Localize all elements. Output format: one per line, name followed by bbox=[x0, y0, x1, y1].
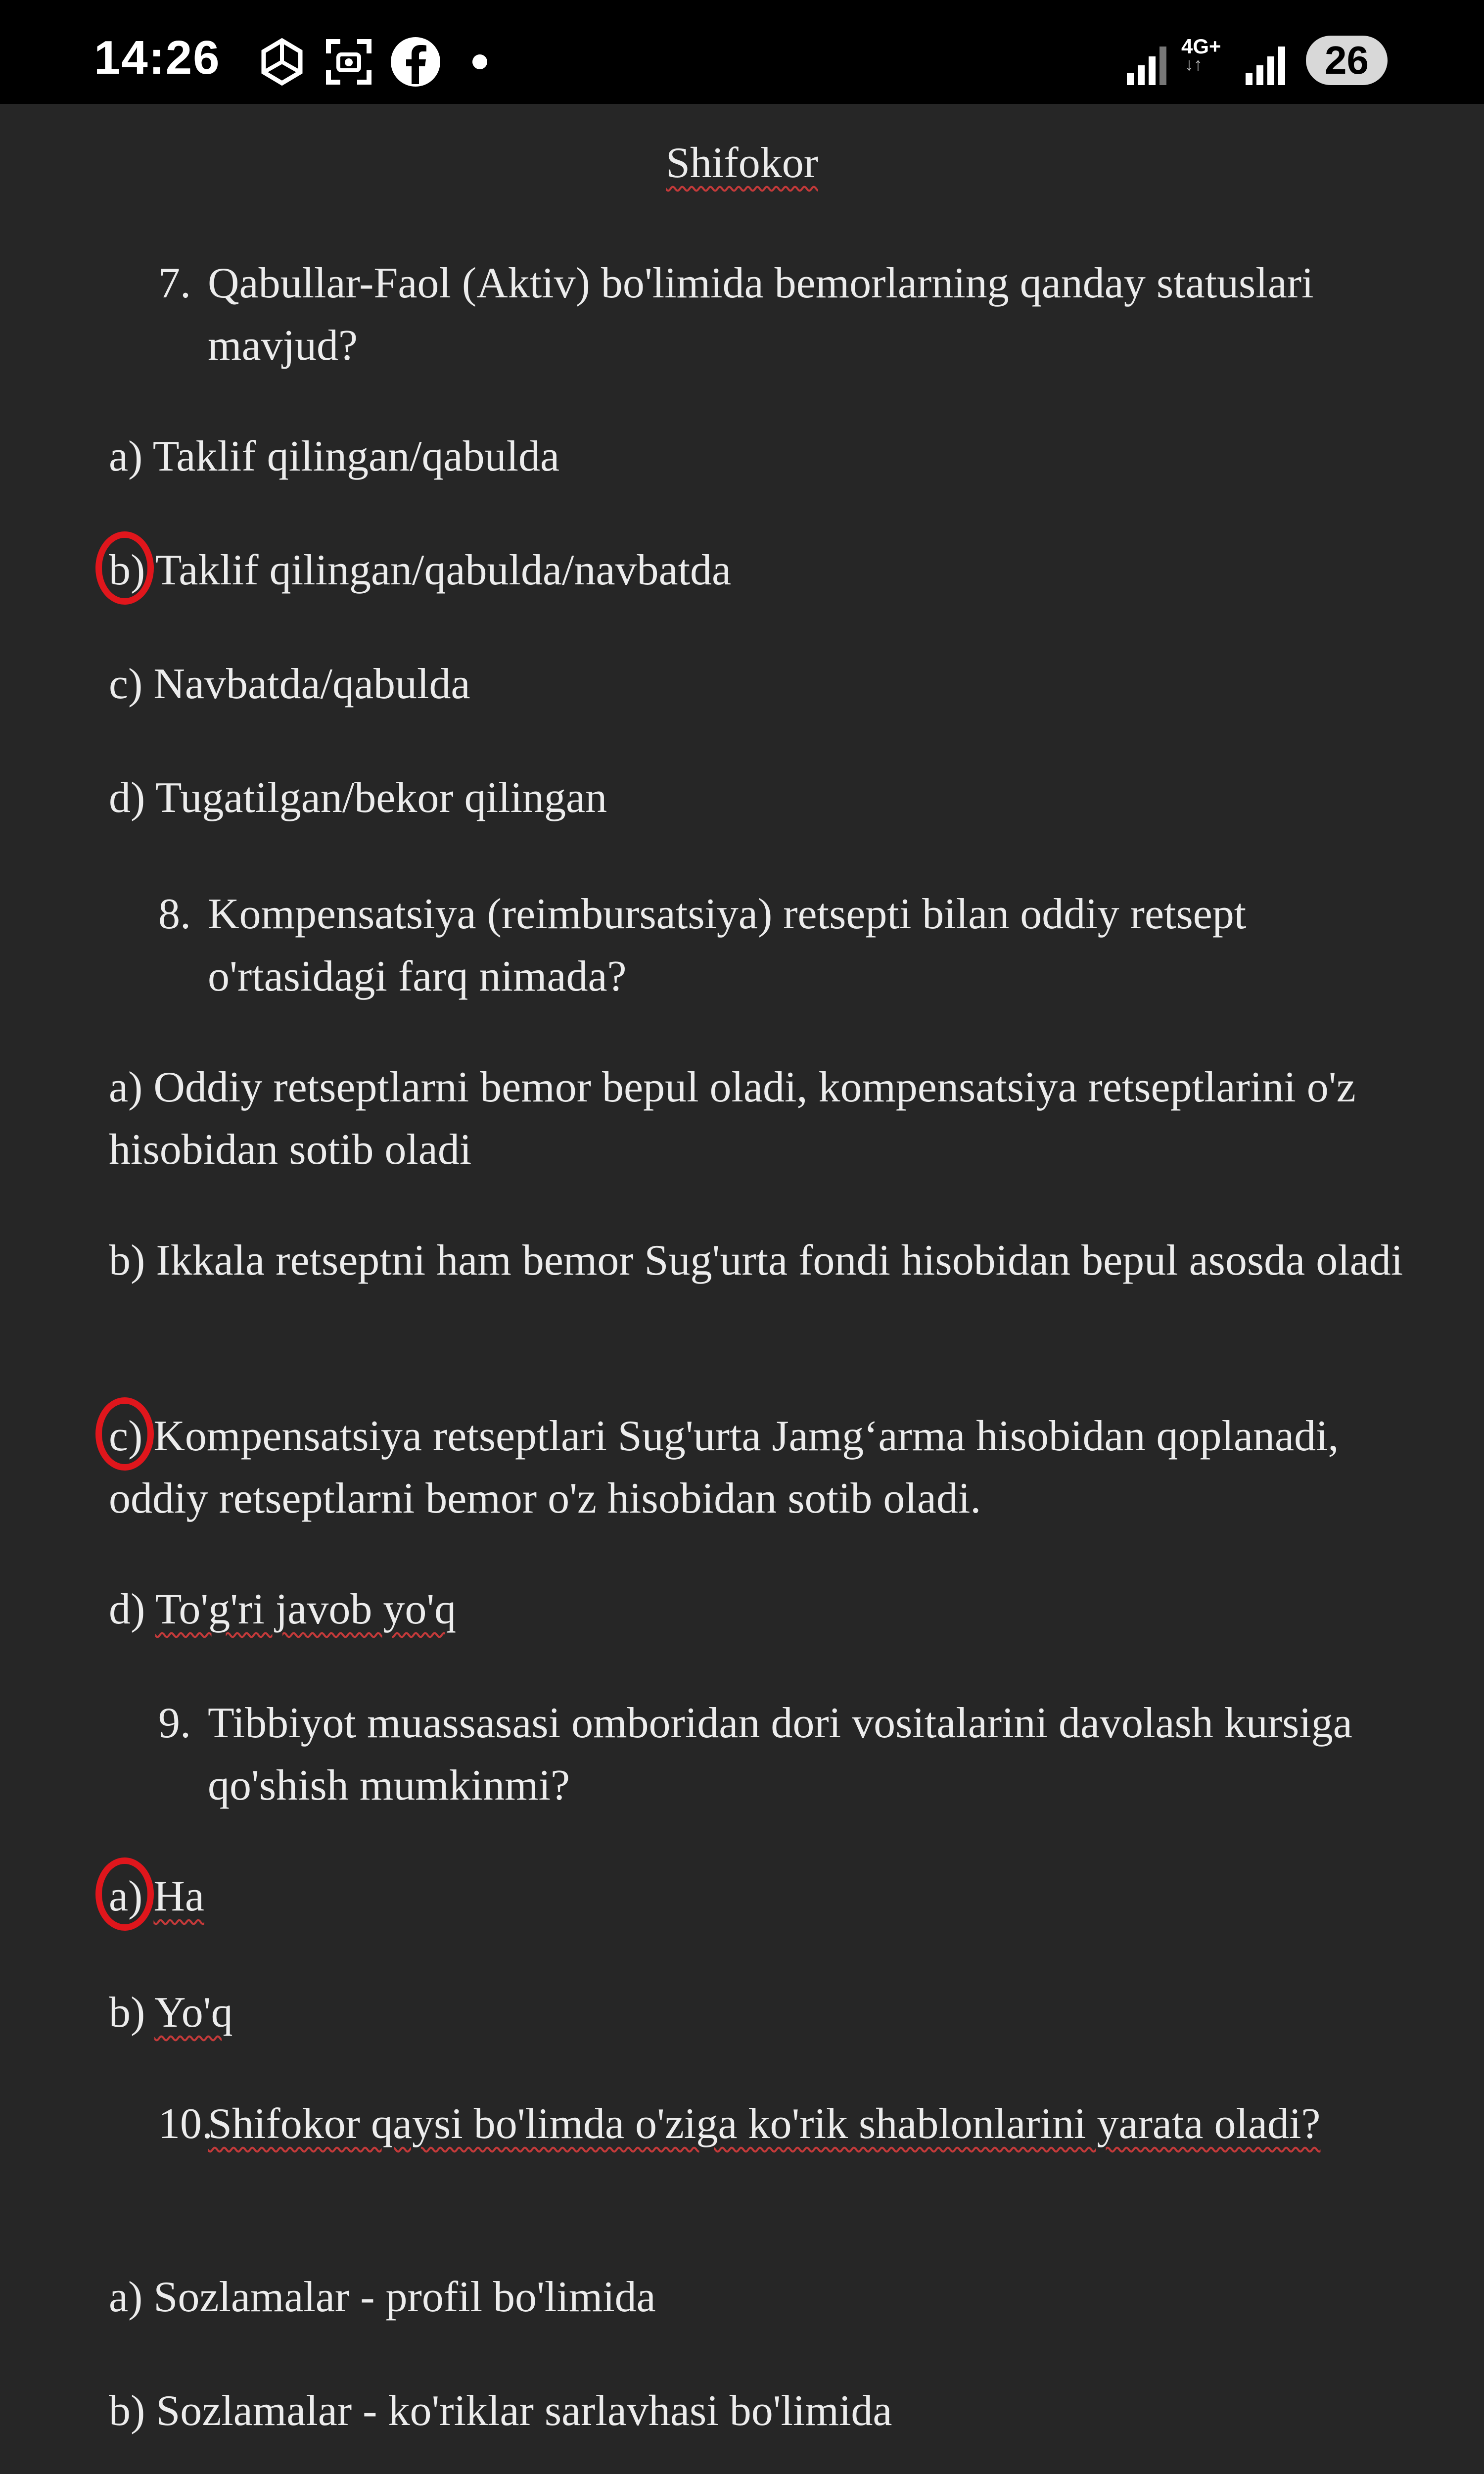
answer-circle-q9 bbox=[95, 1857, 154, 1931]
screenshot-icon bbox=[322, 35, 376, 89]
question-number: 9. bbox=[158, 1699, 191, 1747]
option-b[interactable]: b) Sozlamalar - ko'riklar sarlavhasi bo'limida bbox=[109, 2387, 892, 2435]
question-number: 8. bbox=[158, 890, 191, 938]
question-text: Kompensatsiya (reimbursatsiya) retsepti bilan oddiy retsept o'rtasidagi farq nimada? bbox=[208, 890, 1247, 1000]
option-d[interactable]: d) Tugatilgan/bekor qilingan bbox=[109, 774, 607, 822]
option-c[interactable]: c) Navbatda/qabulda bbox=[109, 660, 470, 708]
question-text: Shifokor qaysi bo'limda o'ziga ko'rik shablonlarini yarata oladi? bbox=[208, 2100, 1321, 2148]
option-d[interactable]: d) To'g'ri javob yo'q bbox=[109, 1585, 457, 1633]
question-number: 10. bbox=[158, 2100, 213, 2148]
question-number: 7. bbox=[158, 259, 191, 307]
answer-circle-q7 bbox=[95, 531, 154, 605]
answer-circle-q8 bbox=[95, 1397, 154, 1471]
battery-indicator: 26 bbox=[1306, 36, 1388, 85]
status-time: 14:26 bbox=[94, 31, 221, 84]
option-b[interactable]: b) Taklif qilingan/qabulda/navbatda bbox=[109, 546, 732, 594]
notification-dot-icon bbox=[472, 54, 487, 69]
document-title: Shifokor bbox=[666, 139, 818, 187]
app-icon bbox=[255, 35, 309, 89]
network-type-label: 4G+ bbox=[1181, 35, 1221, 58]
option-a[interactable]: a) Taklif qilingan/qabulda bbox=[109, 432, 560, 480]
data-activity-icon: ↓↑ bbox=[1185, 54, 1203, 74]
facebook-icon bbox=[388, 35, 443, 89]
option-c[interactable]: c) Kompensatsiya retseptlari Sug'urta Jamg‘arma hisobidan qoplanadi, oddiy retseptlarni bemor o'z hisobidan sotib oladi. bbox=[109, 1412, 1339, 1522]
status-bar bbox=[0, 0, 1484, 104]
signal-strength-icon bbox=[1123, 39, 1172, 88]
option-a[interactable]: a) Ha bbox=[109, 1872, 204, 1920]
signal-strength-icon-2 bbox=[1242, 39, 1291, 88]
option-b[interactable]: b) Yo'q bbox=[109, 1989, 233, 2037]
option-b[interactable]: b) Ikkala retseptni ham bemor Sug'urta fondi hisobidan bepul asosda oladi bbox=[109, 1237, 1403, 1285]
option-a[interactable]: a) Sozlamalar - profil bo'limida bbox=[109, 2273, 656, 2321]
question-text: Tibbiyot muassasasi omboridan dori vositalarini davolash kursiga qo'shish mumkinmi? bbox=[208, 1699, 1352, 1809]
option-a[interactable]: a) Oddiy retseptlarni bemor bepul oladi, kompensatsiya retseptlarini o'z hisobidan sotib oladi bbox=[109, 1063, 1356, 1174]
question-text: Qabullar-Faol (Aktiv) bo'limida bemorlarning qanday statuslari mavjud? bbox=[208, 259, 1314, 370]
